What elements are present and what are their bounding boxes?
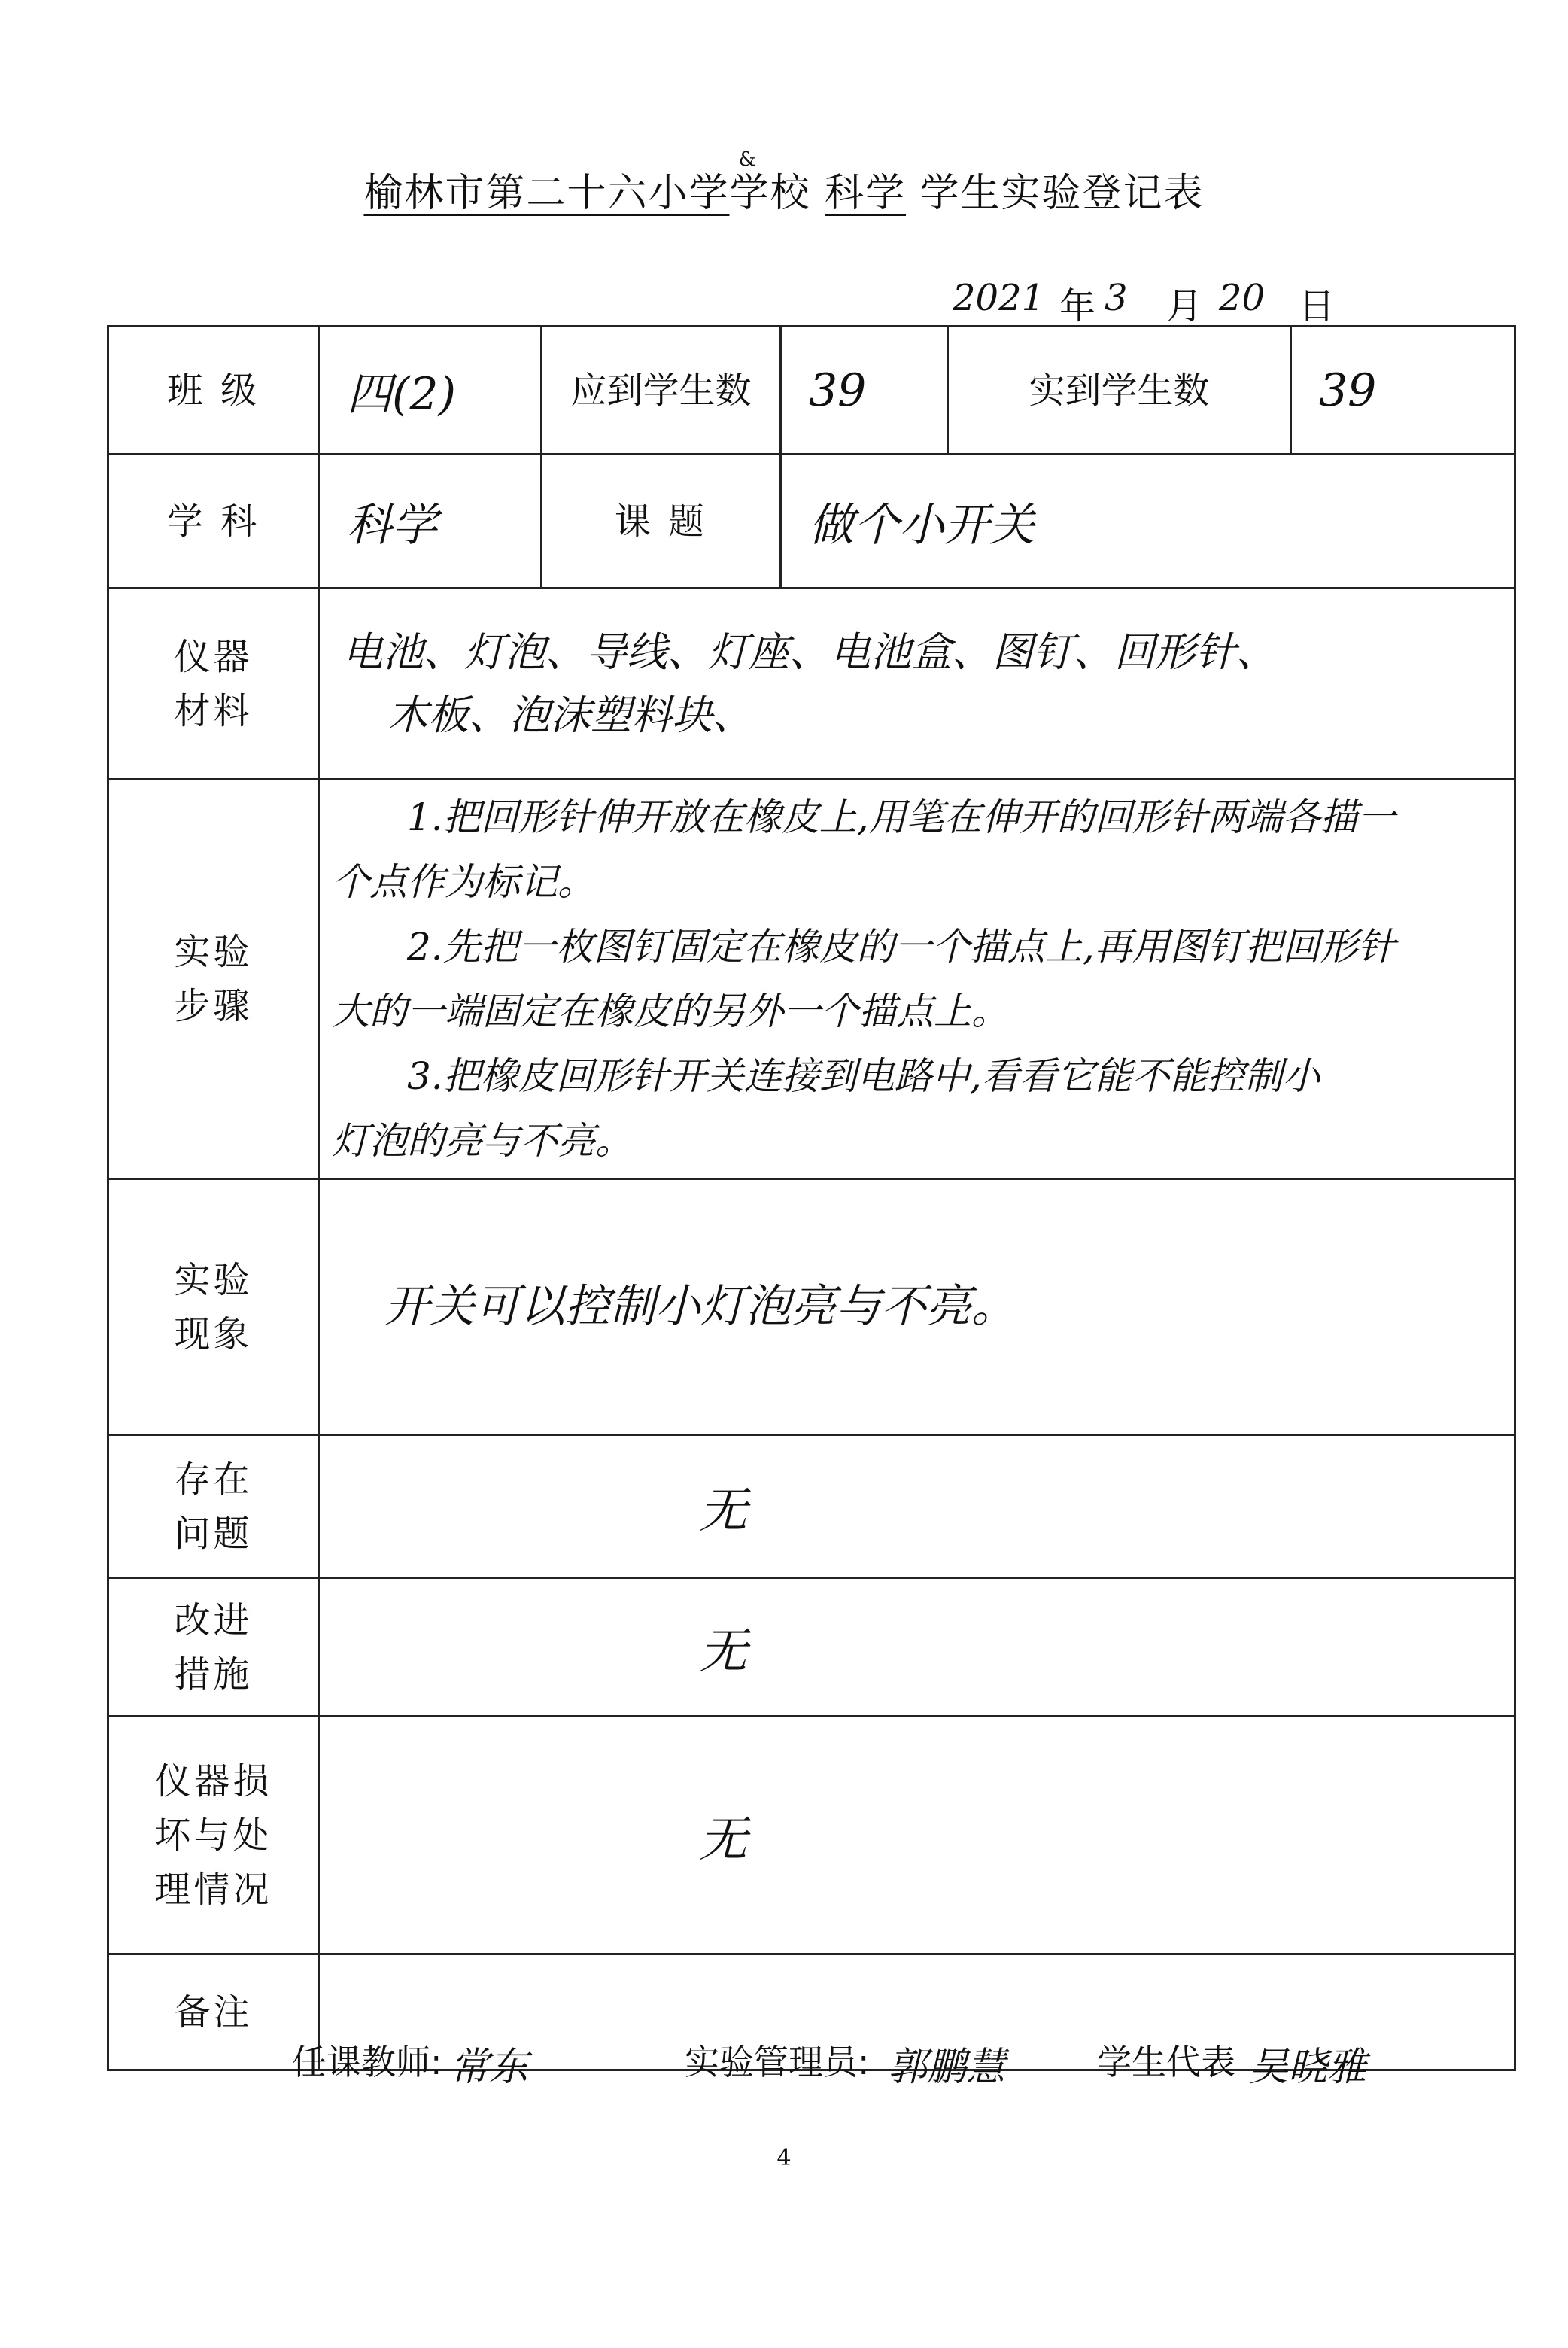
- expected-count-label: 应到学生数: [542, 327, 781, 455]
- damage-label-line-2: 坏与处: [154, 1814, 272, 1857]
- date-month-label: 月: [1166, 285, 1203, 327]
- problems-label-line-2: 问题: [174, 1512, 253, 1555]
- student-rep-signature: 吴晓雅: [1249, 2045, 1367, 2090]
- materials-line-2: 木板、泡沫塑料块、: [387, 691, 753, 739]
- step-2-line-2: 大的一端固定在橡皮的另外一个描点上。: [332, 990, 1009, 1033]
- topic-value: 做个小开关: [781, 455, 1515, 589]
- date-year-label: 年: [1059, 285, 1096, 327]
- improvement-label-line-1: 改进: [174, 1598, 253, 1641]
- row-class: [108, 327, 1515, 455]
- form-title: 榆林市第二十六小学 & 学校 科学 学生实验登记表: [363, 148, 1205, 216]
- row-damage: [108, 1717, 1515, 1954]
- actual-count-label: 实到学生数: [948, 327, 1291, 455]
- registration-table: [107, 325, 1516, 2071]
- materials-label-line-1: 仪器: [174, 635, 253, 678]
- steps-value: [319, 780, 1515, 1179]
- form-name: 学生实验登记表: [919, 171, 1205, 216]
- materials-line-1: 电池、灯泡、导线、灯座、电池盒、图钉、回形针、: [342, 628, 1277, 676]
- problems-label: [108, 1435, 319, 1578]
- damage-label: [108, 1717, 319, 1954]
- step-3-line-1: 3.把橡皮回形针开关连接到电路中,看看它能不能控制小: [407, 1054, 1320, 1098]
- step-1-line-1: 1.把回形针伸开放在橡皮上,用笔在伸开的回形针两端各描一: [407, 795, 1396, 839]
- materials-label-line-2: 材料: [174, 689, 253, 732]
- row-improvement: [108, 1578, 1515, 1717]
- materials-value: [319, 589, 1515, 780]
- row-steps: [108, 780, 1515, 1179]
- phenomenon-value: 开关可以控制小灯泡亮与不亮。: [319, 1179, 1515, 1435]
- actual-count-value: 39: [1291, 327, 1515, 455]
- school-suffix: 学校: [729, 171, 811, 216]
- step-1-line-2: 个点作为标记。: [332, 860, 595, 904]
- school-name: 榆林市第二十六小学: [363, 171, 730, 216]
- notes-label: 备注: [108, 1954, 319, 2070]
- step-2-line-1: 2.先把一枚图钉固定在橡皮的一个描点上,再用图钉把回形针: [407, 925, 1396, 969]
- subject-name: 科学: [825, 171, 907, 216]
- phenomenon-label-line-2: 现象: [174, 1312, 253, 1355]
- expected-count-value: 39: [781, 327, 948, 455]
- topic-label: 课 题: [542, 455, 781, 589]
- steps-label: [108, 780, 319, 1179]
- row-subject: [108, 455, 1515, 589]
- problems-label-line-1: 存在: [174, 1458, 253, 1501]
- class-label: 班 级: [108, 327, 319, 455]
- steps-label-line-2: 步骤: [174, 985, 253, 1027]
- class-value: 四(2): [319, 327, 542, 455]
- date-day-label: 日: [1299, 285, 1336, 327]
- phenomenon-label-line-1: 实验: [174, 1258, 253, 1301]
- date-day: 20: [1219, 277, 1266, 319]
- damage-value: 无: [319, 1717, 1515, 1954]
- step-3-line-2: 灯泡的亮与不亮。: [332, 1119, 633, 1163]
- subject-value: 科学: [319, 455, 542, 589]
- improvement-label-line-2: 措施: [174, 1653, 253, 1696]
- student-rep-label: 学生代表: [1097, 2042, 1235, 2082]
- materials-label: [108, 589, 319, 780]
- problems-value: 无: [319, 1435, 1515, 1578]
- admin-label: 实验管理员:: [685, 2042, 870, 2082]
- damage-label-line-3: 理情况: [154, 1868, 272, 1911]
- admin-signature: 郭鹏慧: [888, 2045, 1006, 2090]
- improvement-value: 无: [319, 1578, 1515, 1717]
- damage-label-line-1: 仪器损: [154, 1759, 272, 1802]
- date-month: 3: [1105, 277, 1128, 319]
- row-materials: [108, 589, 1515, 780]
- steps-label-line-1: 实验: [174, 931, 253, 973]
- improvement-label: [108, 1578, 319, 1717]
- phenomenon-label: [108, 1179, 319, 1435]
- page-number: 4: [776, 2145, 792, 2171]
- date-year: 2021: [953, 277, 1045, 319]
- teacher-label: 任课教师:: [292, 2042, 442, 2082]
- row-problems: [108, 1435, 1515, 1578]
- teacher-signature: 常东: [450, 2045, 529, 2090]
- subject-label: 学 科: [108, 455, 319, 589]
- row-phenomenon: [108, 1179, 1515, 1435]
